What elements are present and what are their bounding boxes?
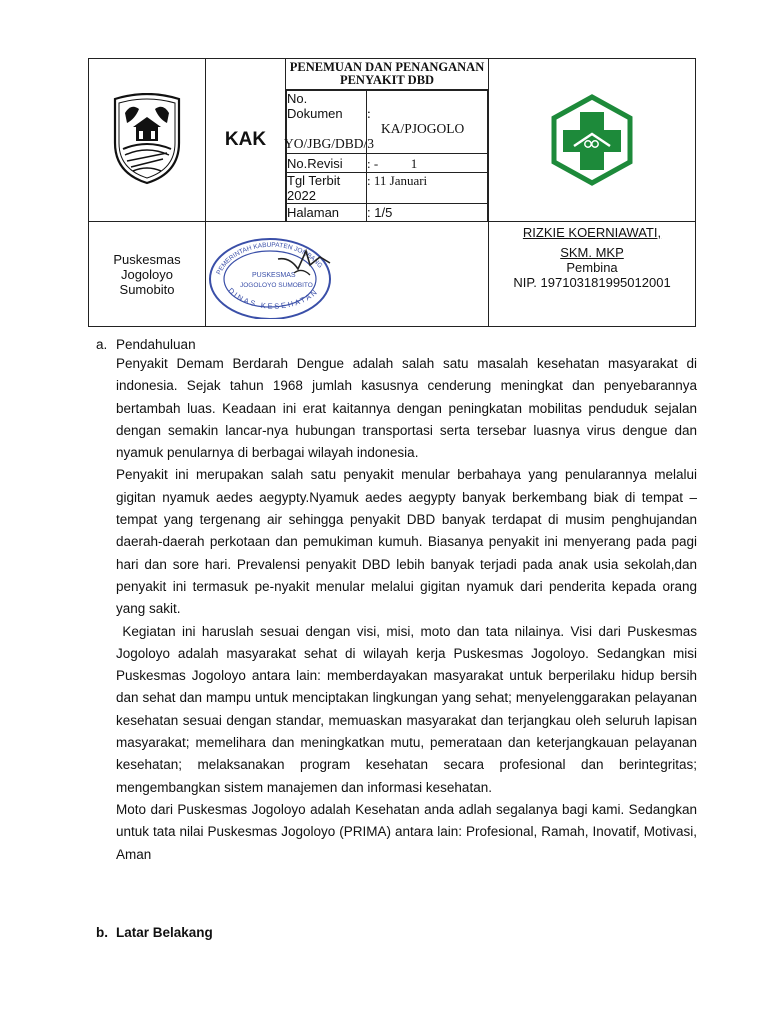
paragraph-3: Kegiatan ini haruslah sesuai dengan visi, misi, moto dan tata nilainya. Visi dari Puskesmas Jogoloyo adalah masyarakat sehat di wilayah kerja Puskesmas Jogoloyo. Sedangkan misi Puskesmas Jogoloyo antara lain: memberdayakan masyarakat untuk berperilaku hidup bersih dan sehat dan mampu untuk menciptakan lingkungan yang sehat; menyelenggarakan pelayanan kesehatan sesuai dengan standar, memuaskan masyarakat dan terjangkau oleh seluruh lapisan masyarakat; memelihara dan meningkatkan mutu, pemerataan dan keterjangkauan pelayanan kesehatan; melaksanakan program kesehatan secara profesional dan berintegritas; mengembangkan sistem manajemen dan informasi kesehatan. (116, 623, 701, 795)
signer-role: Pembina (566, 259, 618, 275)
page-value: : 1/5 (367, 204, 488, 221)
svg-text:PUSKESMAS: PUSKESMAS (252, 271, 296, 279)
svg-text:PEMERINTAH KABUPATEN JOMBANG: PEMERINTAH KABUPATEN JOMBANG (215, 241, 324, 276)
section-a-body (116, 353, 701, 866)
svg-text:JOGOLOYO SUMOBITO: JOGOLOYO SUMOBITO (240, 281, 313, 289)
svg-text:DINAS KESEHATAN: DINAS KESEHATAN (226, 285, 321, 311)
document-info-cell (286, 59, 489, 222)
section-b-heading: Latar Belakang (116, 925, 213, 940)
document-meta-table (286, 90, 488, 221)
section-b-label: b. (96, 925, 108, 940)
health-logo-cell (489, 59, 696, 222)
signer-cell (489, 221, 696, 326)
revision-label: No.Revisi (287, 154, 367, 173)
health-cross-logo-icon (546, 94, 638, 186)
paragraph-4: Moto dari Puskesmas Jogoloyo adalah Kesehatan anda adlah segalanya bagi kami. Sedangkan untuk tata nilai Puskesmas Jogoloyo (PRIMA) antara lain: Profesional, Ramah, Inovatif, Motivasi, Aman (116, 801, 697, 862)
issue-date-label: Tgl Terbit 2022 (287, 173, 367, 204)
doc-number-value: : KA/PJOGOLO YO/JBG/DBD/3 (367, 91, 488, 154)
signer-nip: NIP. 197103181995012001 (513, 274, 671, 290)
document-header-table (88, 58, 696, 327)
kak-cell (206, 59, 286, 222)
paragraph-1: Penyakit Demam Berdarah Dengue adalah salah satu masalah kesehatan masyarakat di indonesia. Sejak tahun 1968 jumlah kasusnya cenderung meningkat dan penyebarannya bertambah luas. Keadaan ini erat kaitannya dengan peningkatan mobilitas penduduk sejalan dengan semakin lancar-nya hubungan transportasi serta tersebar luasnya virus dengue dan nyamuk penularnya di berbagai wilayah indonesia. (116, 356, 697, 461)
signer-title: SKM. MKP (560, 244, 624, 260)
stamp-cell (206, 221, 489, 326)
puskesmas-name-cell: Puskesmas Jogoloyo Sumobito (89, 221, 206, 326)
paragraph-2: Penyakit ini merupakan salah satu penyakit menular berbahaya yang penularannya melalui gigitan nyamuk aedes aegypty.Nyamuk aedes aegypty banyak berkembang biak di tempat – tempat yang tergenang air sehingga penyakit DBD banyak terdapat di musim penghujandan daerah-daerah perkotaan dan pemukiman kumuh. Biasanya penyakit ini menyerang pada pagi hari dan sore hari. Prevalensi penyakit DBD lebih banyak terjadi pada anak usia sekolah,dan penyakit ini termasuk pe-nyakit menular melalui gigitan nyamuk dari penderita kepada orang yang sakit. (116, 467, 697, 617)
revision-value: : - 1 (367, 154, 488, 173)
issue-date-value: : 11 Januari (367, 173, 488, 204)
regency-logo-cell (89, 59, 206, 222)
section-a-heading: Pendahuluan (116, 337, 196, 352)
regency-emblem-icon (109, 93, 185, 187)
signer-name: RIZKIE KOERNIAWATI, (522, 224, 662, 240)
page-label: Halaman (287, 204, 367, 221)
official-stamp-icon (198, 229, 348, 319)
kak-label: KAK (224, 128, 267, 150)
document-title: PENEMUAN DAN PENANGANAN PENYAKIT DBD (286, 59, 488, 90)
section-a-label: a. (96, 337, 108, 352)
doc-number-label: No. Dokumen (287, 91, 367, 154)
